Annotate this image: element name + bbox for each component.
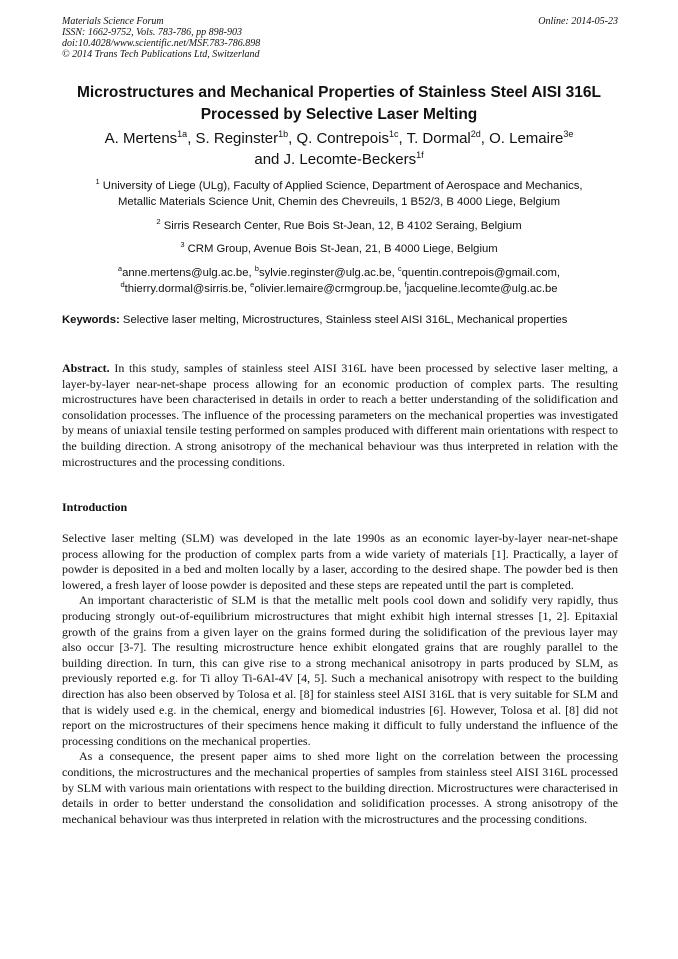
intro-paragraph-1: Selective laser melting (SLM) was developed in the late 1990s as an economic layer-by-layer near-net-shape process allowing for the production of complex parts from a wide variety of materials [1]. Practically, a layer of powder is deposited in a bed and molten locally by a laser, according to the desired shape. The powder bed is then lowered, a fresh layer of loose powder is deposited and these steps are repeated until the part is completed.: [62, 531, 618, 592]
abstract-label: Abstract.: [62, 361, 110, 375]
copyright-line: © 2014 Trans Tech Publications Ltd, Switzerland: [62, 49, 260, 60]
email-mark: d: [120, 280, 125, 290]
author-affil-mark: 1a: [177, 129, 188, 139]
affiliation-1: [40, 178, 638, 210]
email-address[interactable]: olivier.lemaire@crmgroup.be: [254, 283, 399, 295]
email-address[interactable]: anne.mertens@ulg.ac.be: [122, 267, 249, 279]
author-name: Q. Contrepois: [296, 130, 389, 147]
journal-name: Materials Science Forum: [62, 16, 164, 27]
affil-number: 3: [180, 240, 185, 250]
author-affil-mark: 1f: [416, 150, 424, 160]
email-address[interactable]: quentin.contrepois@gmail.com: [401, 267, 557, 279]
affil-text: CRM Group, Avenue Bois St-Jean, 21, B 4000 Liege, Belgium: [187, 243, 498, 255]
abstract: [62, 361, 618, 470]
online-date: Online: 2014-05-23: [538, 16, 618, 27]
author-separator: ,: [398, 130, 407, 147]
author-separator: ,: [480, 130, 490, 147]
email-address[interactable]: jacqueline.lecomte@ulg.ac.be: [406, 283, 558, 295]
introduction-body: [62, 531, 618, 827]
keywords-label: Keywords:: [62, 314, 120, 326]
author-list: [40, 128, 638, 170]
author-affil-mark: 3e: [563, 129, 574, 139]
email-mark: a: [117, 264, 123, 274]
email-list: $^a$anne.mertens@ulg.ac.be, $^b$sylvie.reginster@ulg.ac.be, $^c$quentin.contrepois@gmail.com, $^d$thierry.dormal@sirris.be, $^e$olivier.lemaire@crmgroup.be, $^f$jacqueline.lecomte@ulg.ac.be: [117, 264, 561, 295]
intro-paragraph-3: As a consequence, the present paper aims to shed more light on the correlation between the processing conditions, the microstructures and the mechanical properties of samples from stainless steel AISI 316L processed by SLM with various main orientations with respect to the building direction. Microstructures were characterised in details in order to better understand the consolidation and solidification processes. A strong anisotropy of the mechanical behaviour was thus interpreted in relation with the microstructures and the processing conditions.: [62, 749, 618, 826]
issn-line: ISSN: 1662-9752, Vols. 783-786, pp 898-903: [62, 27, 242, 38]
affiliation-3: [40, 241, 638, 257]
affil-number: 1: [95, 177, 100, 187]
affil-text: Sirris Research Center, Rue Bois St-Jean, 12, B 4102 Seraing, Belgium: [163, 220, 522, 232]
paper-title: [40, 82, 638, 126]
author-name: T. Dormal: [406, 130, 471, 147]
author-name: A. Mertens: [104, 130, 178, 147]
doi-line: doi:10.4028/www.scientific.net/MSF.783-786.898: [62, 38, 261, 49]
email-mark: f: [404, 280, 407, 290]
title-line-1: Microstructures and Mechanical Properties of Stainless Steel AISI 316L: [76, 84, 602, 101]
author-name: O. Lemaire: [489, 130, 564, 147]
author-name: and J. Lecomte-Beckers: [254, 151, 417, 168]
email-address[interactable]: thierry.dormal@sirris.be: [124, 283, 244, 295]
author-line-1: [40, 128, 638, 149]
publication-header: [62, 16, 618, 60]
affiliation-2: [40, 218, 638, 234]
affil-text-cont: Metallic Materials Science Unit, Chemin des Chevreuils, 1 B52/3, B 4000 Liege, Belgium: [117, 196, 561, 208]
email-mark: e: [250, 280, 255, 290]
keywords-text: Selective laser melting, Microstructures, Stainless steel AISI 316L, Mechanical properties: [122, 314, 568, 326]
keywords: [62, 312, 618, 328]
email-mark: b: [254, 264, 259, 274]
author-affil-mark: 2d: [470, 129, 481, 139]
affil-text: University of Liege (ULg), Faculty of Applied Science, Department of Aerospace and Mechanics,: [102, 180, 583, 192]
author-line-2: [40, 149, 638, 170]
affil-number: 2: [156, 217, 161, 227]
title-line-2: Processed by Selective Laser Melting: [200, 106, 478, 123]
email-mark: c: [397, 264, 402, 274]
author-affil-mark: 1c: [388, 129, 399, 139]
email-address[interactable]: sylvie.reginster@ulg.ac.be: [258, 267, 392, 279]
author-name: S. Reginster: [195, 130, 279, 147]
intro-paragraph-2: An important characteristic of SLM is that the metallic melt pools cool down and solidify very rapidly, thus producing strongly out-of-equilibrium microstructures that might exhibit high internal stresses [1, 2]. Epitaxial growth of the grains from a given layer on the grains formed during the solidification of the previous layer may also occur [3-7]. The resulting microstructure hence exhibit elongated grains that are roughly parallel to the building direction. In turn, this can give rise to a strong mechanical anisotropy in parts produced by SLM, as previously reported e.g. for Ti alloy Ti-6Al-4V [4, 5]. Such a mechanical anisotropy with respect to the building direction has also been observed by Tolosa et al. [8] for stainless steel AISI 316L that is very suitable for SLM and that is widely used e.g. in the chemical, energy and biomedical industries [6]. However, Tolosa et al. [8] did not report on the microstructures of their specimens hence making it difficult to fully understand the influence of the processing conditions on the mechanical properties.: [62, 593, 618, 748]
author-separator: ,: [288, 130, 297, 147]
abstract-text: In this study, samples of stainless steel AISI 316L have been processed by selective laser melting, a layer-by-layer near-net-shape process allowing for an economic production of complex parts. The resulting microstructures have been characterised in details in order to reach a better understanding of the solidification and consolidation processes. The influence of the processing parameters on the mechanical properties was investigated by means of uniaxial tensile testing performed on samples produced with different main orientations with respect to the building direction. A strong anisotropy of the mechanical behaviour was thus interpreted in relation with the microstructures and the processing conditions.: [62, 361, 618, 469]
author-separator: ,: [187, 130, 196, 147]
section-heading-introduction: Introduction: [62, 500, 128, 514]
author-affil-mark: 1b: [278, 129, 289, 139]
